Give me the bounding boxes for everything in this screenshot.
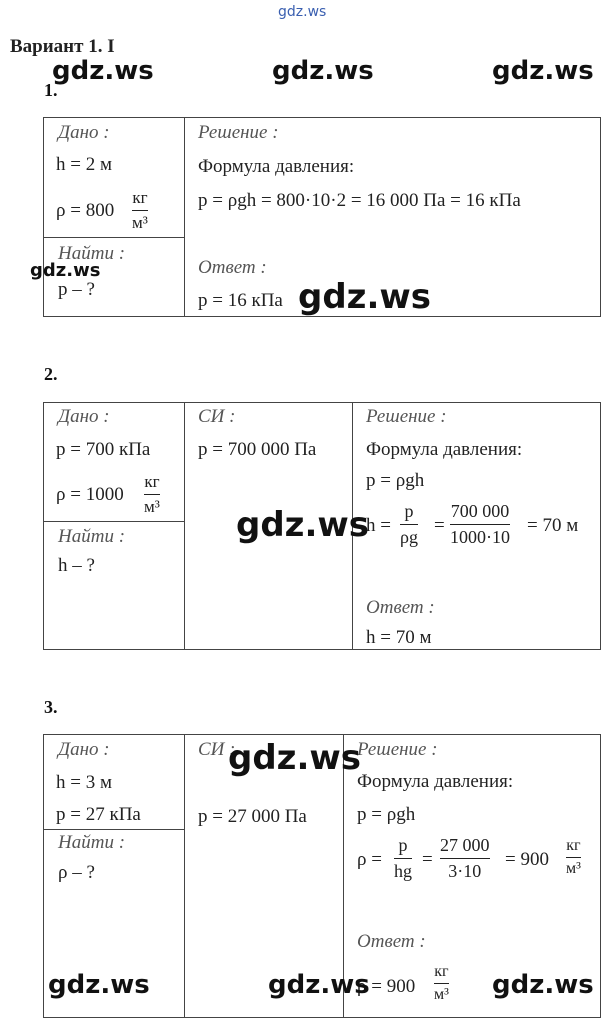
find-label: Найти : xyxy=(58,526,126,547)
equation-fraction: p hg xyxy=(394,835,412,881)
watermark: gdz.ws xyxy=(268,970,370,1000)
problem-number: 2. xyxy=(44,364,58,384)
find-value: p – ? xyxy=(58,279,95,300)
problem-number: 1. xyxy=(44,80,58,100)
equation: p = ρgh xyxy=(357,804,416,825)
equation-result: = 70 м xyxy=(527,515,579,536)
answer-value: ρ = 900 xyxy=(357,976,416,997)
given-label: Дано : xyxy=(58,122,110,143)
equation-lhs: ρ = xyxy=(357,849,382,870)
given-label: Дано : xyxy=(58,739,110,760)
answer-value: p = 16 кПа xyxy=(198,290,283,311)
watermark: gdz.ws xyxy=(492,970,594,1000)
unit-fraction: кг м³ xyxy=(144,472,160,516)
si-label: СИ : xyxy=(198,739,236,760)
formula-label: Формула давления: xyxy=(366,439,523,460)
watermark: gdz.ws xyxy=(272,56,374,86)
solution-label: Решение : xyxy=(357,739,438,760)
equation: p = ρgh = 800·10·2 = 16 000 Па = 16 кПа xyxy=(198,190,521,211)
solution-label: Решение : xyxy=(198,122,279,143)
equation: p = ρgh xyxy=(366,470,425,491)
given-value: p = 700 кПа xyxy=(56,439,151,460)
equation-result: = 900 xyxy=(505,849,549,870)
given-value: h = 2 м xyxy=(56,154,112,175)
equation-fraction: p ρg xyxy=(400,501,418,547)
find-label: Найти : xyxy=(58,243,126,264)
si-value: p = 700 000 Па xyxy=(198,439,317,460)
unit-fraction: кг м³ xyxy=(132,188,148,232)
watermark: gdz.ws xyxy=(298,277,432,317)
find-value: ρ – ? xyxy=(58,862,95,883)
si-label: СИ : xyxy=(198,406,236,427)
variant-title: Вариант 1. І xyxy=(10,36,115,57)
equation-lhs: h = xyxy=(366,515,391,536)
formula-label: Формула давления: xyxy=(357,771,514,792)
given-value: ρ = 800 xyxy=(56,200,115,221)
watermark: gdz.ws xyxy=(30,260,101,281)
answer-value: h = 70 м xyxy=(366,627,432,648)
watermark: gdz.ws xyxy=(48,970,150,1000)
watermark: gdz.ws xyxy=(236,505,370,545)
watermark: gdz.ws xyxy=(228,738,362,778)
find-label: Найти : xyxy=(58,832,126,853)
equation-fraction: 27 000 3·10 xyxy=(440,835,490,881)
answer-label: Ответ : xyxy=(198,257,267,278)
formula-label: Формула давления: xyxy=(198,156,355,177)
solution-label: Решение : xyxy=(366,406,447,427)
given-label: Дано : xyxy=(58,406,110,427)
watermark-top: gdz.ws xyxy=(278,4,327,20)
find-value: h – ? xyxy=(58,555,95,576)
si-value: p = 27 000 Па xyxy=(198,806,307,827)
given-value: h = 3 м xyxy=(56,772,112,793)
problem-number: 3. xyxy=(44,697,58,717)
unit-fraction: кг м³ xyxy=(434,963,449,1003)
answer-label: Ответ : xyxy=(357,931,426,952)
watermark: gdz.ws xyxy=(492,56,594,86)
watermark: gdz.ws xyxy=(52,56,154,86)
answer-label: Ответ : xyxy=(366,597,435,618)
given-value: p = 27 кПа xyxy=(56,804,141,825)
equation-fraction: 700 000 1000·10 xyxy=(450,501,510,547)
unit-fraction: кг м³ xyxy=(566,837,581,877)
given-value: ρ = 1000 xyxy=(56,484,124,505)
